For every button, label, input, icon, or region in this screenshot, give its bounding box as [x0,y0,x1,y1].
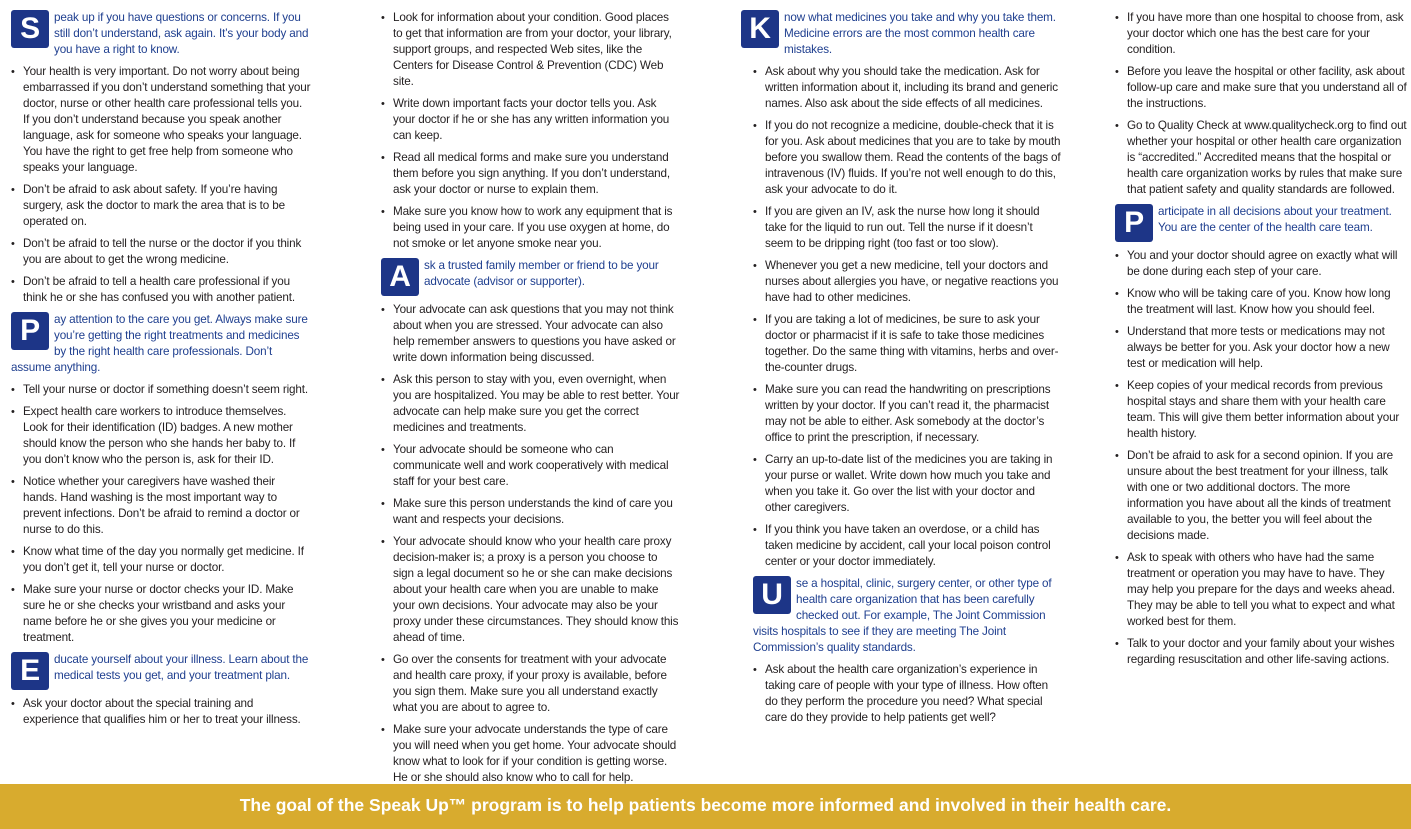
list-item: • Look for information about your condition. Good places to get that information are from your doctor, your library, support groups, and respected Web sites, like the Centers for Disease Control & Prevention (CDC) Web site. [381,10,681,90]
bullet-list-speak-up [11,64,311,306]
list-item: • Your health is very important. Do not worry about being embarrassed if you don’t understand something that your doctor, nurse or other health care professional tells you. If you don’t understand because you speak another language, ask for someone who speaks your language. You have the right to get free help from someone who speaks your language. [11,64,311,176]
initial-letter-a: A [381,258,419,296]
list-item: • Read all medical forms and make sure you understand them before you sign anything. If you don’t understand, ask your doctor or nurse to explain them. [381,150,681,198]
list-item: • Know what time of the day you normally get medicine. If you don’t get it, tell your nurse or doctor. [11,544,311,576]
column-4 [1115,10,1407,674]
list-item: • If you are taking a lot of medicines, be sure to ask your doctor or pharmacist if it is safe to take those medicines together. Do the same thing with vitamins, herbs and over-the-counter drugs. [753,312,1063,376]
list-item: • Ask about the health care organization’s experience in taking care of people with your type of illness. How often do they perform the procedure you need? What special care do they provide to help patients get well? [753,662,1063,726]
column-2 [381,10,681,792]
section-heading-use-hospital [753,576,1063,656]
footer-banner [0,784,1411,829]
list-item: • Ask about why you should take the medication. Ask for written information about it, including its brand and generic names. Also ask about the side effects of all medicines. [753,64,1063,112]
initial-letter-u: U [753,576,791,614]
initial-letter-p: P [11,312,49,350]
list-item: • Make sure you can read the handwriting on prescriptions written by your doctor. If you can’t read it, the pharmacist may not be able to either. Ask somebody at the doctor’s office to print the prescription, if necessary. [753,382,1063,446]
list-item: • Ask to speak with others who have had the same treatment or operation you may have to have. They may help you prepare for the days and weeks ahead. They may be able to tell you what to expect and what worked best for them. [1115,550,1407,630]
bullet-list-pay-attention [11,382,311,646]
list-item: • Keep copies of your medical records from previous hospital stays and share them with your health care team. This will give them better information about your health history. [1115,378,1407,442]
list-item: • Notice whether your caregivers have washed their hands. Hand washing is the most important way to prevent infections. Don’t be afraid to remind a doctor or nurse to do this. [11,474,311,538]
section-heading-ask-advocate [381,258,681,296]
list-item: • Ask this person to stay with you, even overnight, when you are hospitalized. You may be able to rest better. Your advocate can help make sure you get the correct medicines and treatments. [381,372,681,436]
section-heading-pay-attention [11,312,311,376]
list-item: • If you are given an IV, ask the nurse how long it should take for the liquid to run out. Tell the nurse if it doesn’t seem to be dripping right (too fast or too slow). [753,204,1063,252]
list-item: • Don’t be afraid to tell a health care professional if you think he or she has confused you with another patient. [11,274,311,306]
heading-text: se a hospital, clinic, surgery center, or other type of health care organization that has been carefully checked out. For example, The Joint Commission visits hospitals to see if they are meeting The Joint Commission’s quality standards. [753,577,1052,654]
list-item: • If you have more than one hospital to choose from, ask your doctor which one has the best care for your condition. [1115,10,1407,58]
section-heading-educate [11,652,311,690]
column-1 [11,10,311,734]
footer-text: The goal of the Speak Up™ program is to help patients become more informed and involved in their health care. [239,795,1172,815]
heading-text: peak up if you have questions or concerns. If you still don’t understand, ask again. It’s your body and you have a right to know. [54,11,309,56]
heading-text: sk a trusted family member or friend to be your advocate (advisor or supporter). [424,259,659,288]
list-item: • Go over the consents for treatment with your advocate and health care proxy, if your proxy is available, before you sign them. Make sure you all understand exactly what you are about to agree to. [381,652,681,716]
list-item: • Carry an up-to-date list of the medicines you are taking in your purse or wallet. Write down how much you take and when you take it. Go over the list with your doctor and other caregivers. [753,452,1063,516]
bullet-list-ask-advocate [381,302,681,786]
list-item: • Tell your nurse or doctor if something doesn’t seem right. [11,382,311,398]
list-item: • Make sure your advocate understands the type of care you will need when you get home. Your advocate should know what to look for if your condition is getting worse. He or she should also know who to call for help. [381,722,681,786]
heading-text: ay attention to the care you get. Always make sure you’re getting the right treatments and medicines by the right health care professionals. Don’t assume anything. [11,313,308,374]
list-item: • Before you leave the hospital or other facility, ask about follow-up care and make sure that you understand all of the instructions. [1115,64,1407,112]
section-heading-speak-up [11,10,311,58]
initial-letter-e: E [11,652,49,690]
bullet-list-educate [11,696,311,728]
bullet-list-educate-continued [381,10,681,252]
list-item: • Ask your doctor about the special training and experience that qualifies him or her to treat your illness. [11,696,311,728]
list-item: • Go to Quality Check at www.qualitycheck.org to find out whether your hospital or other health care organization is “accredited.” Accredited means that the hospital or health care organization works by rules that make sure that patient safety and quality standards are followed. [1115,118,1407,198]
list-item: • You and your doctor should agree on exactly what will be done during each step of your care. [1115,248,1407,280]
list-item: • Your advocate should be someone who can communicate well and work cooperatively with medical staff for your best care. [381,442,681,490]
section-heading-know-medicines [749,10,1063,58]
list-item: • Expect health care workers to introduce themselves. Look for their identification (ID) badges. A new mother should know the person who she hands her baby to. If you don’t know who the person is, ask for their ID. [11,404,311,468]
list-item: • Write down important facts your doctor tells you. Ask your doctor if he or she has any written information you can keep. [381,96,681,144]
list-item: • Make sure this person understands the kind of care you want and respects your decisions. [381,496,681,528]
list-item: • If you do not recognize a medicine, double-check that it is for you. Ask about medicines that you are to take by mouth before you swallow them. Read the contents of the bags of intravenous (IV) fluids. If you’re not well enough to do this, ask your advocate to do it. [753,118,1063,198]
heading-text: now what medicines you take and why you take them. Medicine errors are the most common health care mistakes. [784,11,1056,56]
column-3 [749,10,1063,732]
list-item: • Whenever you get a new medicine, tell your doctors and nurses about allergies you have, or negative reactions you have had to other medicines. [753,258,1063,306]
heading-text: articipate in all decisions about your treatment. You are the center of the health care team. [1158,205,1392,234]
list-item: • Talk to your doctor and your family about your wishes regarding resuscitation and other life-saving actions. [1115,636,1407,668]
list-item: • Don’t be afraid to tell the nurse or the doctor if you think you are about to get the wrong medicine. [11,236,311,268]
list-item: • Know who will be taking care of you. Know how long the treatment will last. Know how you should feel. [1115,286,1407,318]
bullet-list-know-medicines [753,64,1063,570]
list-item: • Don’t be afraid to ask about safety. If you’re having surgery, ask the doctor to mark the area that is to be operated on. [11,182,311,230]
list-item: • Make sure you know how to work any equipment that is being used in your care. If you use oxygen at home, do not smoke or let anyone smoke near you. [381,204,681,252]
bullet-list-participate [1115,248,1407,668]
list-item: • Don’t be afraid to ask for a second opinion. If you are unsure about the best treatment for your illness, talk with one or two additional doctors. The more information you have about all the kinds of treatment available to you, the better you will feel about the decisions made. [1115,448,1407,544]
bullet-list-use-hospital [753,662,1063,726]
initial-letter-p: P [1115,204,1153,242]
list-item: • Your advocate can ask questions that you may not think about when you are stressed. Your advocate can also help remember answers to questions you have asked or write down information being discussed. [381,302,681,366]
initial-letter-k: K [741,10,779,48]
list-item: • Make sure your nurse or doctor checks your ID. Make sure he or she checks your wristband and asks your name before he or she gives you your medicine or treatment. [11,582,311,646]
list-item: • Your advocate should know who your health care proxy decision-maker is; a proxy is a person you choose to sign a legal document so he or she can make decisions about your health care when you are unable to make your own decisions. Your advocate may also be your proxy under these circumstances. They should know this ahead of time. [381,534,681,646]
section-heading-participate [1115,204,1407,242]
initial-letter-s: S [11,10,49,48]
bullet-list-use-hospital-continued [1115,10,1407,198]
heading-text: ducate yourself about your illness. Learn about the medical tests you get, and your treatment plan. [54,653,309,682]
list-item: • Understand that more tests or medications may not always be better for you. Ask your doctor how a new test or medication will help. [1115,324,1407,372]
list-item: • If you think you have taken an overdose, or a child has taken medicine by accident, call your local poison control center or your doctor immediately. [753,522,1063,570]
